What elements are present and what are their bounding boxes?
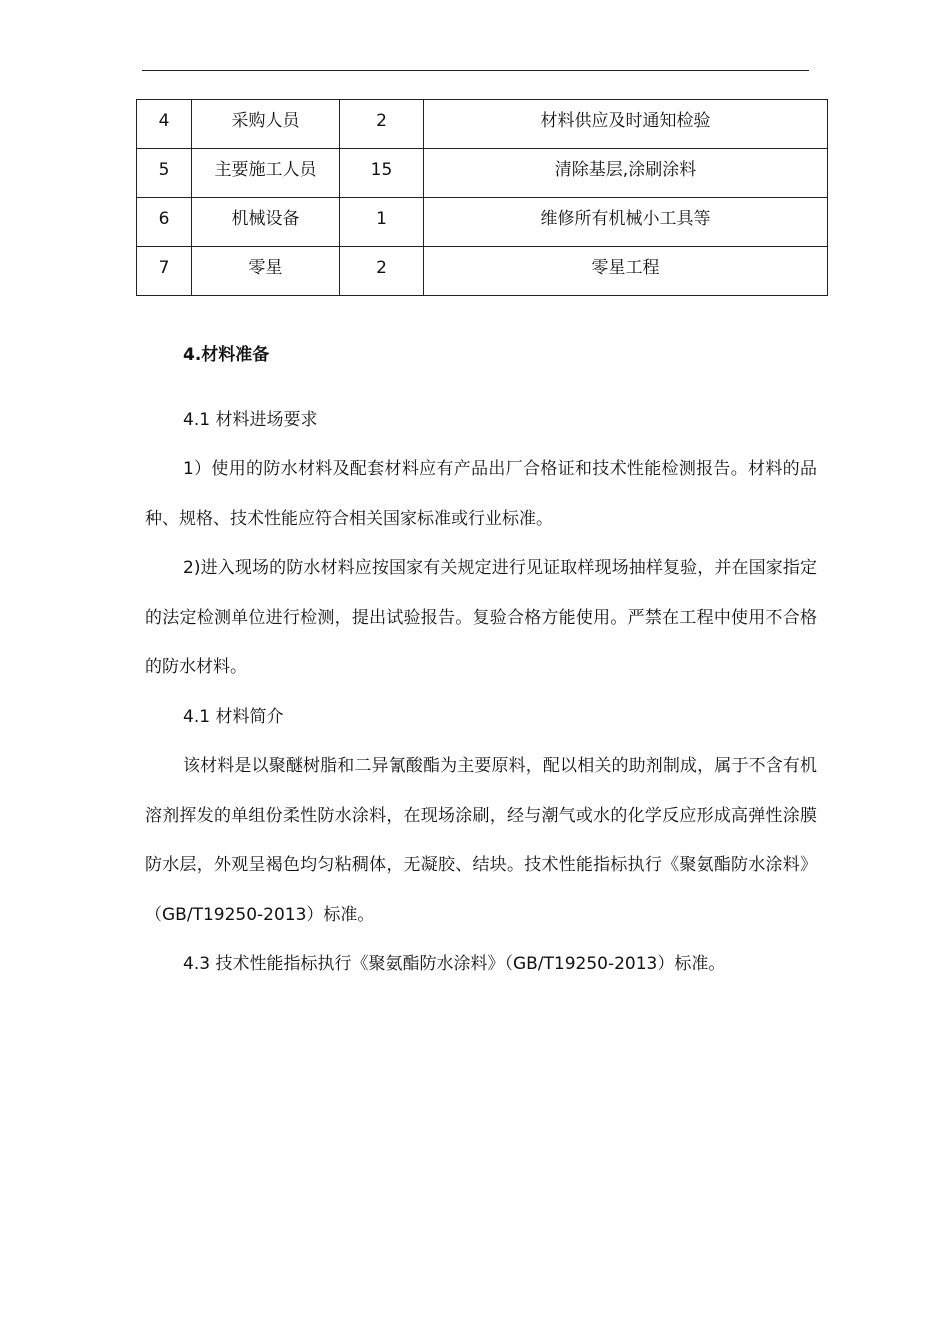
duty-cell: 清除基层,涂刷涂料: [424, 149, 828, 198]
section-heading: 4.材料准备: [183, 345, 270, 365]
role-cell: 机械设备: [192, 198, 340, 247]
count-cell: 2: [340, 247, 424, 296]
header-rule: [142, 70, 809, 71]
subsection-title: 4.1 材料进场要求: [183, 409, 318, 430]
paragraph: 1）使用的防水材料及配套材料应有产品出厂合格证和技术性能检测报告。材料的品种、规格、技术性能应符合相关国家标准或行业标准。: [145, 459, 817, 529]
staff-table: [136, 99, 828, 296]
role-cell: 零星: [192, 247, 340, 296]
table-row: [137, 198, 828, 247]
subsection-title: 4.1 材料简介: [183, 706, 284, 727]
row-number: 7: [137, 247, 192, 296]
table-row: [137, 149, 828, 198]
row-number: 6: [137, 198, 192, 247]
role-cell: 采购人员: [192, 100, 340, 149]
document-body: [145, 331, 817, 990]
count-cell: 15: [340, 149, 424, 198]
paragraph: 4.3 技术性能指标执行《聚氨酯防水涂料》（GB/T19250-2013）标准。: [183, 954, 726, 974]
paragraph: 2)进入现场的防水材料应按国家有关规定进行见证取样现场抽样复验，并在国家指定的法定检测单位进行检测，提出试验报告。复验合格方能使用。严禁在工程中使用不合格的防水材料。: [145, 558, 817, 677]
count-cell: 2: [340, 100, 424, 149]
table-row: [137, 247, 828, 296]
count-cell: 1: [340, 198, 424, 247]
table-row: [137, 100, 828, 149]
duty-cell: 材料供应及时通知检验: [424, 100, 828, 149]
row-number: 5: [137, 149, 192, 198]
duty-cell: 维修所有机械小工具等: [424, 198, 828, 247]
row-number: 4: [137, 100, 192, 149]
paragraph: 该材料是以聚醚树脂和二异氰酸酯为主要原料，配以相关的助剂制成，属于不含有机溶剂挥发的单组份柔性防水涂料，在现场涂刷，经与潮气或水的化学反应形成高弹性涂膜防水层，外观呈褐色均匀粘稠体，无凝胶、结块。技术性能指标执行《聚氨酯防水涂料》（GB/T19250-2013）标准。: [145, 756, 817, 925]
role-cell: 主要施工人员: [192, 149, 340, 198]
duty-cell: 零星工程: [424, 247, 828, 296]
